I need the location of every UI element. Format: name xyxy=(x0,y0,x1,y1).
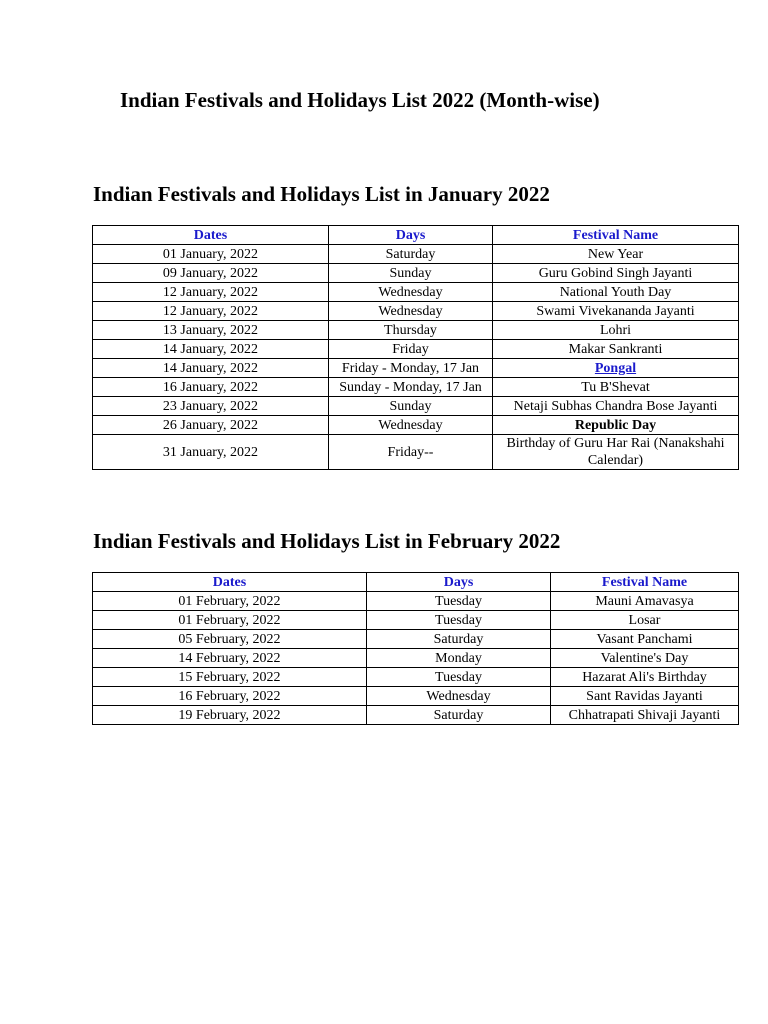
pongal-link[interactable]: Pongal xyxy=(594,360,637,376)
day-cell: Tuesday xyxy=(367,592,551,611)
table-row xyxy=(93,435,739,470)
date-cell: 01 January, 2022 xyxy=(93,245,329,264)
january-table xyxy=(92,225,739,470)
date-cell: 05 February, 2022 xyxy=(93,630,367,649)
january-heading: Indian Festivals and Holidays List in January 2022 xyxy=(93,182,550,206)
column-header-days: Days xyxy=(367,573,551,592)
table-row xyxy=(93,245,739,264)
date-cell: 09 January, 2022 xyxy=(93,264,329,283)
date-cell: 14 January, 2022 xyxy=(93,359,329,378)
day-cell: Thursday xyxy=(329,321,493,340)
day-cell: Friday - Monday, 17 Jan xyxy=(329,359,493,378)
date-cell: 14 February, 2022 xyxy=(93,649,367,668)
festival-cell: National Youth Day xyxy=(493,283,739,302)
date-cell: 14 January, 2022 xyxy=(93,340,329,359)
date-cell: 16 January, 2022 xyxy=(93,378,329,397)
day-cell: Tuesday xyxy=(367,668,551,687)
festival-cell: Sant Ravidas Jayanti xyxy=(551,687,739,706)
table-row xyxy=(93,340,739,359)
table-row xyxy=(93,416,739,435)
table-row xyxy=(93,706,739,725)
festival-cell: Guru Gobind Singh Jayanti xyxy=(493,264,739,283)
day-cell: Friday xyxy=(329,340,493,359)
table-row xyxy=(93,302,739,321)
day-cell: Tuesday xyxy=(367,611,551,630)
festival-cell: Makar Sankranti xyxy=(493,340,739,359)
day-cell: Wednesday xyxy=(329,302,493,321)
day-cell: Saturday xyxy=(367,630,551,649)
date-cell: 12 January, 2022 xyxy=(93,283,329,302)
table-row xyxy=(93,359,739,378)
festival-cell: Chhatrapati Shivaji Jayanti xyxy=(551,706,739,725)
festival-cell: Losar xyxy=(551,611,739,630)
date-cell: 19 February, 2022 xyxy=(93,706,367,725)
day-cell: Sunday xyxy=(329,264,493,283)
column-header-festival: Festival Name xyxy=(493,226,739,245)
column-header-dates: Dates xyxy=(93,573,367,592)
festival-cell: Lohri xyxy=(493,321,739,340)
day-cell: Saturday xyxy=(367,706,551,725)
day-cell: Friday-- xyxy=(329,435,493,470)
day-cell: Sunday xyxy=(329,397,493,416)
table-row xyxy=(93,283,739,302)
date-cell: 12 January, 2022 xyxy=(93,302,329,321)
festival-cell: Swami Vivekananda Jayanti xyxy=(493,302,739,321)
date-cell: 16 February, 2022 xyxy=(93,687,367,706)
february-table xyxy=(92,572,739,725)
festival-cell: Tu B'Shevat xyxy=(493,378,739,397)
festival-cell: Valentine's Day xyxy=(551,649,739,668)
festival-cell: Netaji Subhas Chandra Bose Jayanti xyxy=(493,397,739,416)
column-header-dates: Dates xyxy=(93,226,329,245)
february-heading: Indian Festivals and Holidays List in February 2022 xyxy=(93,529,561,553)
table-row xyxy=(93,264,739,283)
festival-cell: Mauni Amavasya xyxy=(551,592,739,611)
column-header-festival: Festival Name xyxy=(551,573,739,592)
date-cell: 13 January, 2022 xyxy=(93,321,329,340)
column-header-days: Days xyxy=(329,226,493,245)
page-title: Indian Festivals and Holidays List 2022 (Month-wise) xyxy=(120,88,600,112)
table-row xyxy=(93,630,739,649)
table-row xyxy=(93,687,739,706)
table-row xyxy=(93,321,739,340)
festival-cell xyxy=(493,359,739,378)
table-row xyxy=(93,397,739,416)
day-cell: Wednesday xyxy=(329,416,493,435)
date-cell: 15 February, 2022 xyxy=(93,668,367,687)
festival-cell: New Year xyxy=(493,245,739,264)
table-row xyxy=(93,649,739,668)
festival-cell: Birthday of Guru Har Rai (Nanakshahi Calendar) xyxy=(493,435,739,470)
table-row xyxy=(93,611,739,630)
table-row xyxy=(93,668,739,687)
festival-cell: Vasant Panchami xyxy=(551,630,739,649)
day-cell: Saturday xyxy=(329,245,493,264)
day-cell: Monday xyxy=(367,649,551,668)
date-cell: 26 January, 2022 xyxy=(93,416,329,435)
table-row xyxy=(93,378,739,397)
table-header-row xyxy=(93,226,739,245)
date-cell: 01 February, 2022 xyxy=(93,611,367,630)
table-row xyxy=(93,592,739,611)
date-cell: 01 February, 2022 xyxy=(93,592,367,611)
festival-cell: Republic Day xyxy=(493,416,739,435)
day-cell: Wednesday xyxy=(329,283,493,302)
date-cell: 23 January, 2022 xyxy=(93,397,329,416)
festival-cell: Hazarat Ali's Birthday xyxy=(551,668,739,687)
table-header-row xyxy=(93,573,739,592)
day-cell: Wednesday xyxy=(367,687,551,706)
day-cell: Sunday - Monday, 17 Jan xyxy=(329,378,493,397)
date-cell: 31 January, 2022 xyxy=(93,435,329,470)
